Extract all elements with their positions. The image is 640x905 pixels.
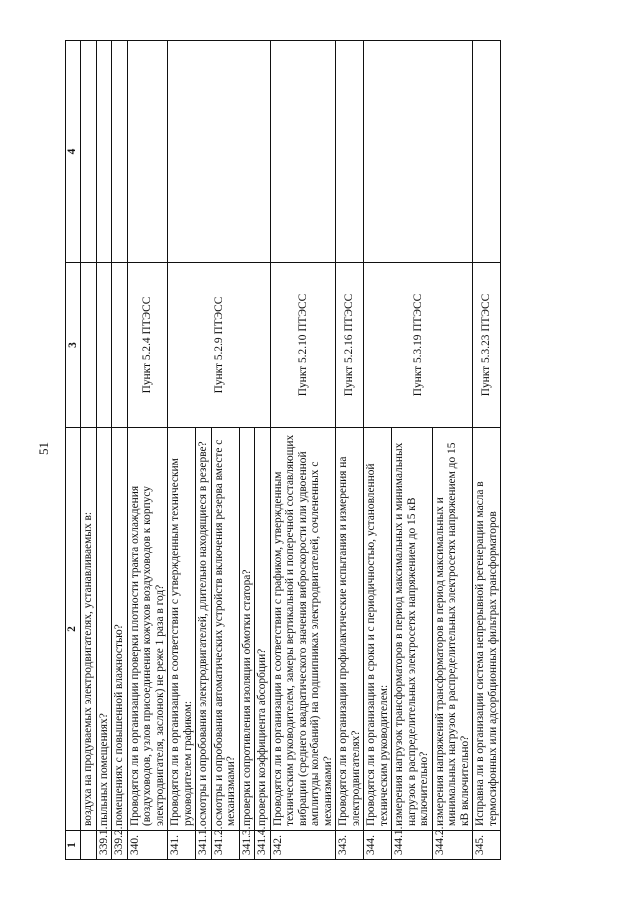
row-question: проверки коэффициента абсорбции? <box>255 428 271 831</box>
row-answer-cell <box>473 41 501 263</box>
header-col-3: 3 <box>66 263 81 428</box>
row-reference: Пункт 5.2.4 ПТЭСС <box>127 263 168 428</box>
table-row <box>112 41 128 860</box>
row-question: воздуха на продуваемых электродвигателях, устанавливаемых в: <box>81 428 97 831</box>
row-question: Исправна ли в организации система непрерывной регенерации масла в термосифонных или адсорбционных фильтрах трансформаторов <box>473 428 501 831</box>
row-number: 344.2. <box>432 831 473 860</box>
row-reference: Пункт 5.2.10 ПТЭСС <box>270 263 336 428</box>
row-answer-cell <box>127 41 168 263</box>
row-reference <box>96 263 112 428</box>
table-row <box>81 41 97 860</box>
header-row <box>66 41 81 860</box>
row-question: осмотры и опробования автоматических устройств включения резерва вместе с механизмами? <box>211 428 239 831</box>
row-question: измерения напряжений трансформаторов в период максимальных и минимальных нагрузок в распределительных электросетях напряжением до 15 кВ включительно? <box>432 428 473 831</box>
row-answer-cell <box>96 41 112 263</box>
row-question: измерения нагрузок трансформаторов в период максимальных и минимальных нагрузок в распределительных электросетях напряжением до 15 кВ включительно? <box>392 428 433 831</box>
row-reference: Пункт 5.3.19 ПТЭСС <box>364 263 473 428</box>
table-row <box>364 41 392 860</box>
row-question: пыльных помещениях? <box>96 428 112 831</box>
row-number: 339.1. <box>96 831 112 860</box>
row-number: 341. <box>168 831 196 860</box>
row-question: Проводятся ли в организации проверки плотности тракта охлаждения (воздуховодов, узлов присоединения кожухов воздуховодов к корпусу электродвигателя, заслонок) не реже 1 раза в год? <box>127 428 168 831</box>
row-answer-cell <box>168 41 271 263</box>
table-row <box>473 41 501 860</box>
row-number: 342. <box>270 831 336 860</box>
row-reference: Пункт 5.2.9 ПТЭСС <box>168 263 271 428</box>
checklist-table <box>65 40 501 860</box>
row-number: 345. <box>473 831 501 860</box>
row-question: Проводятся ли в организации в соответствии с графиком, утвержденным техническим руководителем, замеры вертикальной и поперечной составляющих вибрации (среднего квадратического значения виброскорости или удвоенной амплитуды колебаний) на подшипниках электродвигателей, сочлененных с механизмами? <box>270 428 336 831</box>
row-question: Проводятся ли в организации в сроки и с периодичностью, установленной техническим руководителем: <box>364 428 392 831</box>
row-number: 341.4. <box>255 831 271 860</box>
row-question: помещениях с повышенной влажностью? <box>112 428 128 831</box>
table-row <box>270 41 336 860</box>
row-number: 344.1. <box>392 831 433 860</box>
header-col-1: 1 <box>66 831 81 860</box>
header-col-4: 4 <box>66 41 81 263</box>
row-answer-cell <box>81 41 97 263</box>
row-number: 341.2. <box>211 831 239 860</box>
row-question: осмотры и опробования электродвигателей, длительно находящиеся в резерве? <box>196 428 212 831</box>
row-answer-cell <box>364 41 473 263</box>
row-reference: Пункт 5.2.16 ПТЭСС <box>336 263 364 428</box>
table-row <box>336 41 364 860</box>
page-number: 51 <box>36 442 51 455</box>
row-answer-cell <box>112 41 128 263</box>
row-number: 341.1. <box>196 831 212 860</box>
row-number: 341.3. <box>239 831 255 860</box>
header-col-2: 2 <box>66 428 81 831</box>
row-number <box>81 831 97 860</box>
row-question: Проводятся ли в организации профилактические испытания и измерения на электродвигателях? <box>336 428 364 831</box>
table-row <box>168 41 196 860</box>
table-row <box>127 41 168 860</box>
row-number: 340. <box>127 831 168 860</box>
table-row <box>96 41 112 860</box>
row-answer-cell <box>270 41 336 263</box>
row-number: 339.2. <box>112 831 128 860</box>
row-reference: Пункт 5.3.23 ПТЭСС <box>473 263 501 428</box>
row-question: проверки сопротивления изоляции обмотки статора? <box>239 428 255 831</box>
row-question: Проводятся ли в организации в соответствии с утвержденным техническим руководителем графиком: <box>168 428 196 831</box>
row-number: 343. <box>336 831 364 860</box>
row-reference <box>112 263 128 428</box>
row-answer-cell <box>336 41 364 263</box>
rotated-table-wrapper <box>65 40 610 860</box>
row-number: 344. <box>364 831 392 860</box>
row-reference <box>81 263 97 428</box>
